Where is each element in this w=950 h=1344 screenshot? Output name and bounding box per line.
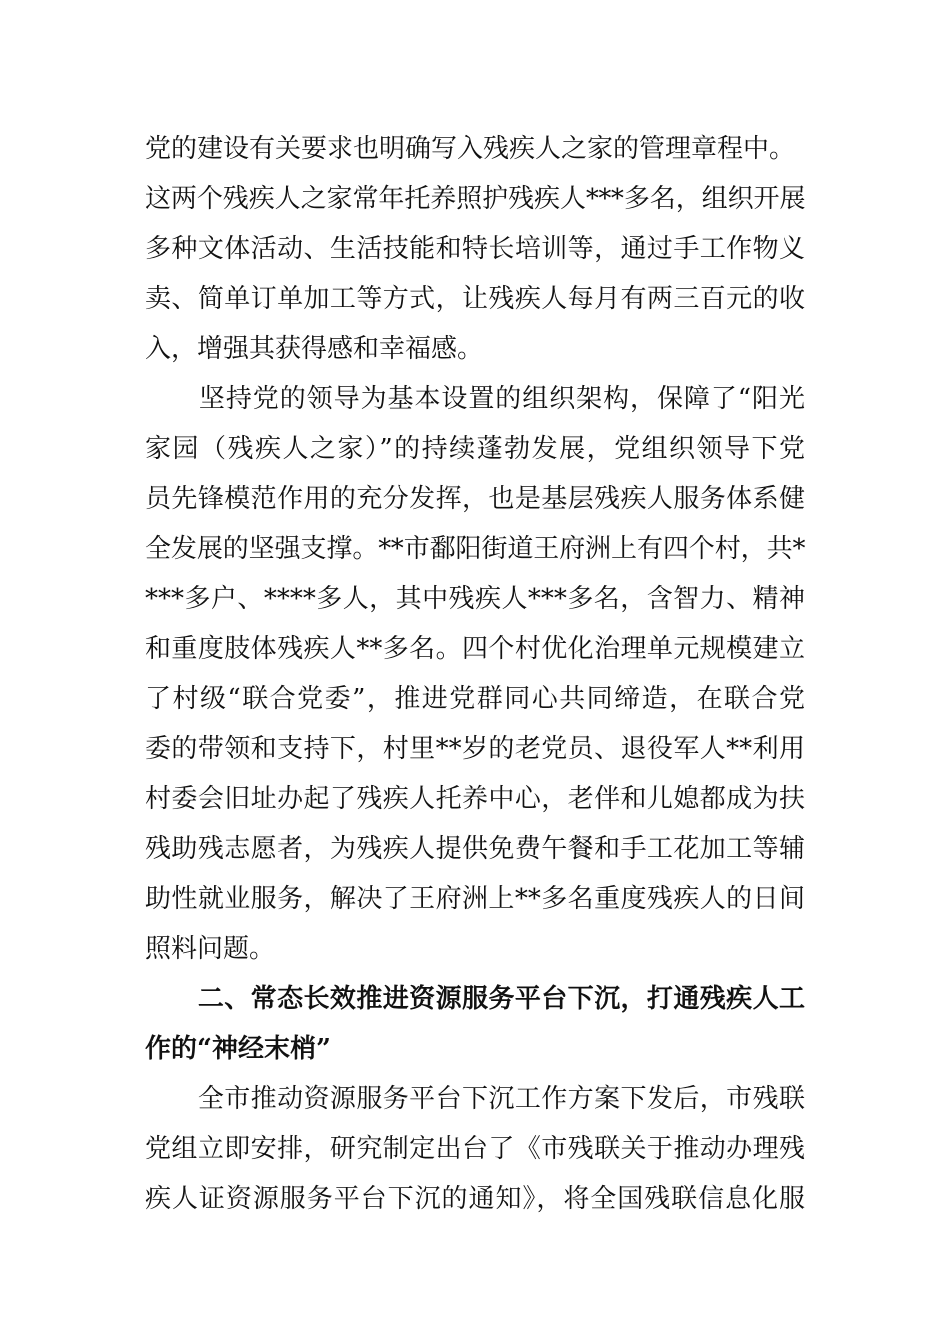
text-line: 多种文体活动、生活技能和特长培训等，通过手工作物义 [145,234,805,264]
text-line: 残助残志愿者，为残疾人提供免费午餐和手工花加工等辅 [145,834,805,864]
text-line: 党的建设有关要求也明确写入残疾人之家的管理章程中。 [145,134,796,164]
text-line: 照料问题。 [145,934,276,964]
paragraph-first-line: 坚持党的领导为基本设置的组织架构，保障了“阳光 [145,384,805,414]
text-line: 员先锋模范作用的充分发挥，也是基层残疾人服务体系健 [145,484,805,514]
section-heading: 二、常态长效推进资源服务平台下沉，打通残疾人工 [145,984,805,1014]
text-line: 家园（残疾人之家）”的持续蓬勃发展，党组织领导下党 [145,434,805,464]
text-line: 这两个残疾人之家常年托养照护残疾人***多名，组织开展 [145,184,805,214]
text-line: 疾人证资源服务平台下沉的通知》，将全国残联信息化服 [145,1184,805,1214]
text-line: 助性就业服务，解决了王府洲上**多名重度残疾人的日间 [145,884,805,914]
text-line: 和重度肢体残疾人**多名。四个村优化治理单元规模建立 [145,634,805,664]
text-line: 了村级“联合党委”，推进党群同心共同缔造，在联合党 [145,684,805,714]
text-line: 卖、简单订单加工等方式，让残疾人每月有两三百元的收 [145,284,805,314]
text-line: 全发展的坚强支撑。**市鄱阳街道王府洲上有四个村，共* [145,534,805,564]
text-line: 党组立即安排，研究制定出台了《市残联关于推动办理残 [145,1134,805,1164]
text-line: 村委会旧址办起了残疾人托养中心，老伴和儿媳都成为扶 [145,784,805,814]
text-line: 委的带领和支持下，村里**岁的老党员、退役军人**利用 [145,734,805,764]
text-line: ***多户、****多人，其中残疾人***多名，含智力、精神 [145,584,805,614]
section-heading-continued: 作的“神经末梢” [145,1034,331,1064]
paragraph-first-line: 全市推动资源服务平台下沉工作方案下发后，市残联 [145,1084,805,1114]
text-line: 入，增强其获得感和幸福感。 [145,334,484,364]
